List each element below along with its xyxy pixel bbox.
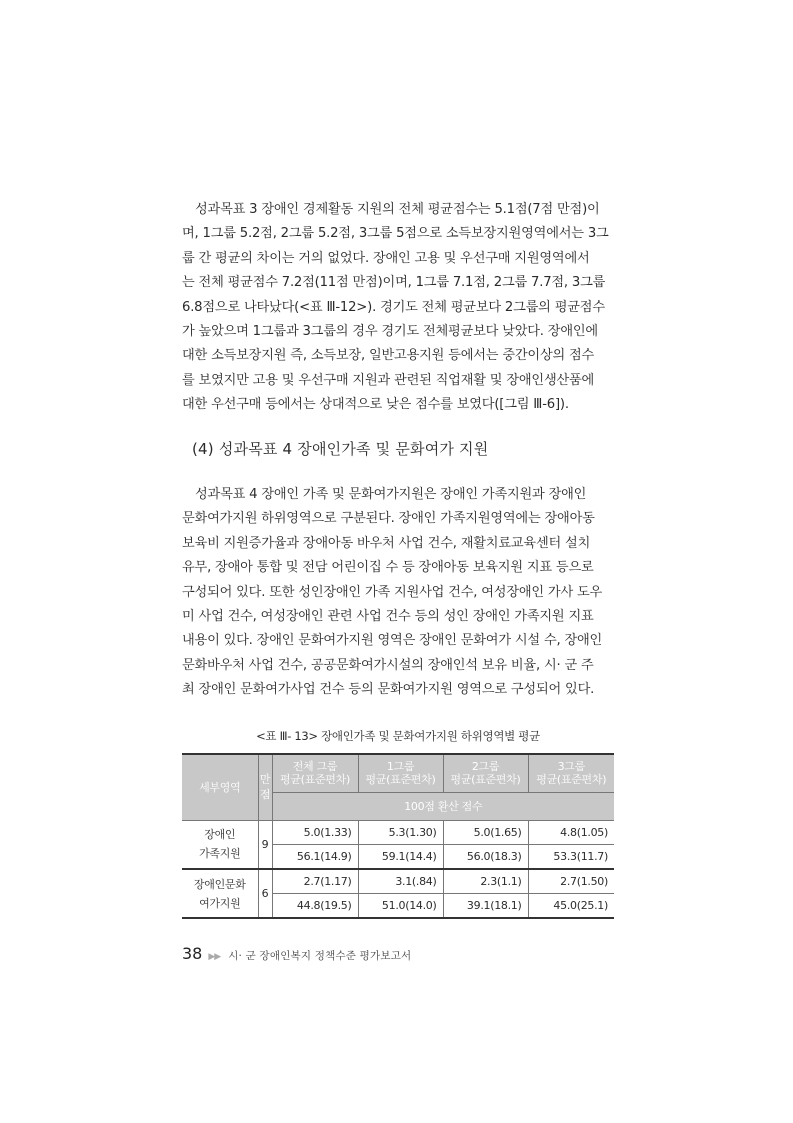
text-line: 며, 1그룹 5.2점, 2그룹 5.2점, 3그룹 5점으로 소득보장지원영역에서는 3그: [182, 226, 609, 242]
header-group-2: [443, 754, 528, 792]
text-line: 성과목표 4 장애인 가족 및 문화여가지원은 장애인 가족지원과 장애인: [182, 487, 587, 502]
table-cell: 4.8(1.05): [528, 820, 614, 844]
header-subdomain: 세부영역: [182, 754, 258, 820]
text-line: 를 보였지만 고용 및 우선구매 지원과 관련된 직업재활 및 장애인생산품에: [182, 372, 595, 388]
report-title: 시· 군 장애인복지 정책수준 평가보고서: [228, 950, 412, 962]
row-max-family-support: 9: [258, 820, 272, 869]
header-scaled-score: 100점 환산 점수: [272, 792, 614, 820]
header-group-2-sub: 평균(표준편차): [450, 773, 521, 787]
table-cell: 2.7(1.50): [528, 869, 614, 893]
text-line: 는 전체 평균점수 7.2점(11점 만점)이며, 1그룹 7.1점, 2그룹 7.7점, 3그룹: [182, 275, 606, 291]
page-number: 38: [182, 944, 203, 963]
double-arrow-icon: ▶▶: [208, 952, 221, 962]
table-cell: 59.1(14.4): [358, 844, 443, 869]
table-cell: 53.3(11.7): [528, 844, 614, 869]
text-line: 보육비 지원증가율과 장애아동 바우처 사업 건수, 재활치료교육센터 설치: [182, 535, 591, 551]
table-cell: 2.3(1.1): [443, 869, 528, 893]
paragraph-performance-goal-3: [182, 198, 614, 418]
text-line: 대한 소득보장지원 즉, 소득보장, 일반고용지원 등에서는 중간이상의 점수: [182, 348, 595, 364]
text-line: 가 높았으며 1그룹과 3그룹의 경우 경기도 전체평균보다 낮았다. 장애인에: [182, 324, 598, 340]
page-footer: [182, 944, 411, 963]
table-caption: <표 Ⅲ- 13> 장애인가족 및 문화여가지원 하위영역별 평균: [256, 729, 540, 743]
text-line: 대한 우선구매 등에서는 상대적으로 낮은 점수를 보였다([그림 Ⅲ-6]).: [182, 397, 569, 413]
table-cell: 51.0(14.0): [358, 893, 443, 918]
text-line: 유무, 장애아 통합 및 전담 어린이집 수 등 장애아동 보육지원 지표 등으로: [182, 560, 594, 576]
row-label-family-support: 장애인 가족지원: [182, 820, 258, 869]
table-cell: 5.0(1.33): [272, 820, 358, 844]
text-line: 내용이 있다. 장애인 문화여가지원 영역은 장애인 문화여가 시설 수, 장애인: [182, 633, 603, 649]
header-all-groups: [272, 754, 358, 792]
table-cell: 5.3(1.30): [358, 820, 443, 844]
text-line: 구성되어 있다. 또한 성인장애인 가족 지원사업 건수, 여성장애인 가사 도우: [182, 584, 603, 600]
subdomain-mean-table: [182, 753, 614, 919]
text-line: 성과목표 3 장애인 경제활동 지원의 전체 평균점수는 5.1점(7점 만점)이: [182, 202, 600, 217]
header-group-3: [528, 754, 614, 792]
table-cell: 56.1(14.9): [272, 844, 358, 869]
text-line: 룹 간 평균의 차이는 거의 없었다. 장애인 고용 및 우선구매 지원영역에서: [182, 250, 590, 266]
row-label-culture-leisure-support: 장애인문화 여가지원: [182, 869, 258, 918]
header-group-1-title: 1그룹: [386, 760, 415, 774]
table-cell: 5.0(1.65): [443, 820, 528, 844]
row-max-culture-leisure-support: 6: [258, 869, 272, 918]
header-all-groups-sub: 평균(표준편차): [280, 773, 350, 787]
header-group-2-title: 2그룹: [471, 760, 500, 774]
header-group-1: [358, 754, 443, 792]
text-line: 문화여가지원 하위영역으로 구분된다. 장애인 가족지원영역에는 장애아동: [182, 511, 595, 527]
table-cell: 45.0(25.1): [528, 893, 614, 918]
table-cell: 39.1(18.1): [443, 893, 528, 918]
table-cell: 3.1(.84): [358, 869, 443, 893]
header-group-3-sub: 평균(표준편차): [536, 773, 607, 787]
table-cell: 2.7(1.17): [272, 869, 358, 893]
text-line: 6.8점으로 나타났다(<표 Ⅲ-12>). 경기도 전체 평균보다 2그룹의 평균점수: [182, 299, 605, 315]
text-line: 최 장애인 문화여가사업 건수 등의 문화여가지원 영역으로 구성되어 있다.: [182, 682, 595, 698]
text-line: 문화바우처 사업 건수, 공공문화여가시설의 장애인석 보유 비율, 시· 군 주: [182, 657, 594, 673]
section-heading: (4) 성과목표 4 장애인가족 및 문화여가 지원: [192, 440, 489, 458]
text-line: 미 사업 건수, 여성장애인 관련 사업 건수 등의 성인 장애인 가족지원 지표: [182, 609, 594, 625]
header-max-score: 만 점: [258, 754, 272, 820]
header-all-groups-title: 전체 그룹: [292, 760, 338, 774]
header-group-1-sub: 평균(표준편차): [365, 773, 436, 787]
table-cell: 56.0(18.3): [443, 844, 528, 869]
header-group-3-title: 3그룹: [557, 760, 585, 774]
paragraph-performance-goal-4: [182, 483, 614, 703]
table-cell: 44.8(19.5): [272, 893, 358, 918]
